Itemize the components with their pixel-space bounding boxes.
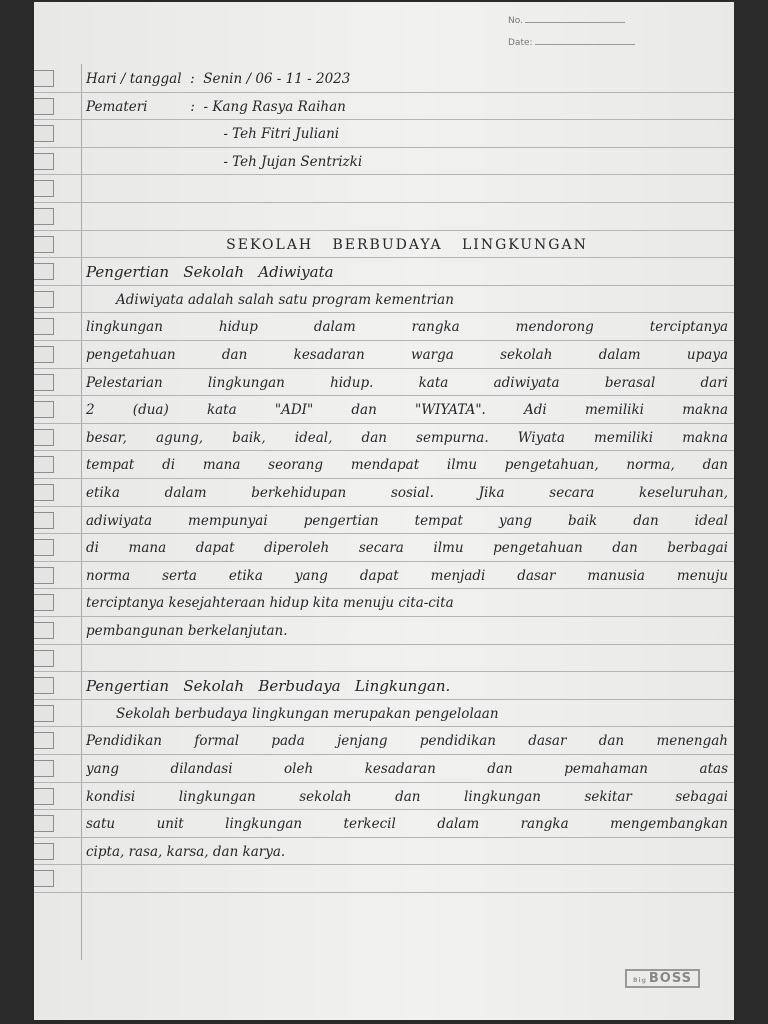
text-line: Adiwiyata adalah salah satu program kementrian (116, 291, 454, 308)
binding-hole (34, 650, 54, 667)
section-heading: Pengertian Sekolah Adiwiyata (86, 263, 334, 282)
binding-hole (34, 677, 54, 694)
text-line: besar, agung, baik, ideal, dan sempurna. Wiyata memiliki makna (86, 429, 728, 446)
text-line: di mana dapat diperoleh secara ilmu pengetahuan dan berbagai (86, 540, 728, 557)
binding-hole (34, 705, 54, 722)
binding-hole (34, 153, 54, 170)
binding-hole (34, 484, 54, 501)
text-line: etika dalam berkehidupan sosial. Jika secara keseluruhan, (86, 485, 728, 501)
date-field (508, 38, 635, 48)
binding-hole (34, 236, 54, 253)
notebook-page (34, 2, 734, 1020)
binding-hole (34, 208, 54, 225)
brand-logo (625, 969, 700, 988)
brand-small-text: Big (632, 977, 647, 984)
binding-hole (34, 843, 54, 860)
text-line: tempat di mana seorang mendapat ilmu pengetahuan, norma, dan (86, 457, 728, 474)
binding-hole (34, 732, 54, 749)
margin-line (81, 64, 82, 960)
text-line: Pendidikan formal pada jenjang pendidikan dasar dan menengah (86, 733, 728, 750)
text-line: Pelestarian lingkungan hidup. kata adiwiyata berasal dari (86, 374, 728, 391)
text-line: pengetahuan dan kesadaran warga sekolah dalam upaya (86, 347, 728, 363)
text-line (86, 176, 728, 203)
binding-hole (34, 512, 54, 529)
text-line: norma serta etika yang dapat menjadi dasar manusia menuju (86, 567, 728, 584)
number-label: No. (508, 16, 523, 26)
binding-hole (34, 760, 54, 777)
binding-hole (34, 98, 54, 115)
text-line: Sekolah berbudaya lingkungan merupakan pengelolaan (116, 705, 499, 722)
text-line (86, 204, 728, 231)
binding-hole (34, 456, 54, 473)
text-line: lingkungan hidup dalam rangka mendorong terciptanya (86, 319, 728, 336)
text-line: Pemateri : - Kang Rasya Raihan (86, 98, 346, 115)
brand-name: BOSS (648, 971, 692, 986)
text-line: satu unit lingkungan terkecil dalam rangka mengembangkan (86, 816, 728, 833)
text-line (86, 646, 728, 673)
binding-hole (34, 539, 54, 556)
text-line: adiwiyata mempunyai pengertian tempat yang baik dan ideal (86, 512, 728, 529)
text-line: Hari / tanggal : Senin / 06 - 11 - 2023 (86, 71, 351, 87)
text-line (86, 866, 728, 893)
binding-hole (34, 594, 54, 611)
binding-hole (34, 374, 54, 391)
text-line: pembangunan berkelanjutan. (86, 623, 288, 639)
text-line: kondisi lingkungan sekolah dan lingkungan sekitar sebagai (86, 788, 728, 805)
text-line: 2 (dua) kata "ADI" dan "WIYATA". Adi memiliki makna (86, 402, 728, 419)
binding-hole (34, 567, 54, 584)
text-line: - Teh Jujan Sentrizki (86, 153, 363, 170)
binding-hole (34, 401, 54, 418)
binding-hole (34, 815, 54, 832)
binding-hole (34, 125, 54, 142)
binding-hole (34, 346, 54, 363)
binding-hole (34, 622, 54, 639)
text-line: yang dilandasi oleh kesadaran dan pemahaman atas (86, 761, 728, 777)
binding-hole (34, 291, 54, 308)
binding-hole (34, 788, 54, 805)
text-line: terciptanya kesejahteraan hidup kita menuju cita-cita (86, 595, 454, 612)
number-field (508, 16, 625, 26)
section-heading: Pengertian Sekolah Berbudaya Lingkungan. (86, 677, 451, 696)
binding-hole (34, 870, 54, 887)
text-line: cipta, rasa, karsa, dan karya. (86, 843, 286, 860)
binding-hole (34, 429, 54, 446)
page-title: SEKOLAH BERBUDAYA LINGKUNGAN (226, 236, 588, 253)
binding-hole (34, 70, 54, 87)
date-label: Date: (508, 38, 533, 48)
text-line: - Teh Fitri Juliani (86, 126, 340, 143)
binding-hole (34, 263, 54, 280)
binding-hole (34, 180, 54, 197)
binding-hole (34, 318, 54, 335)
